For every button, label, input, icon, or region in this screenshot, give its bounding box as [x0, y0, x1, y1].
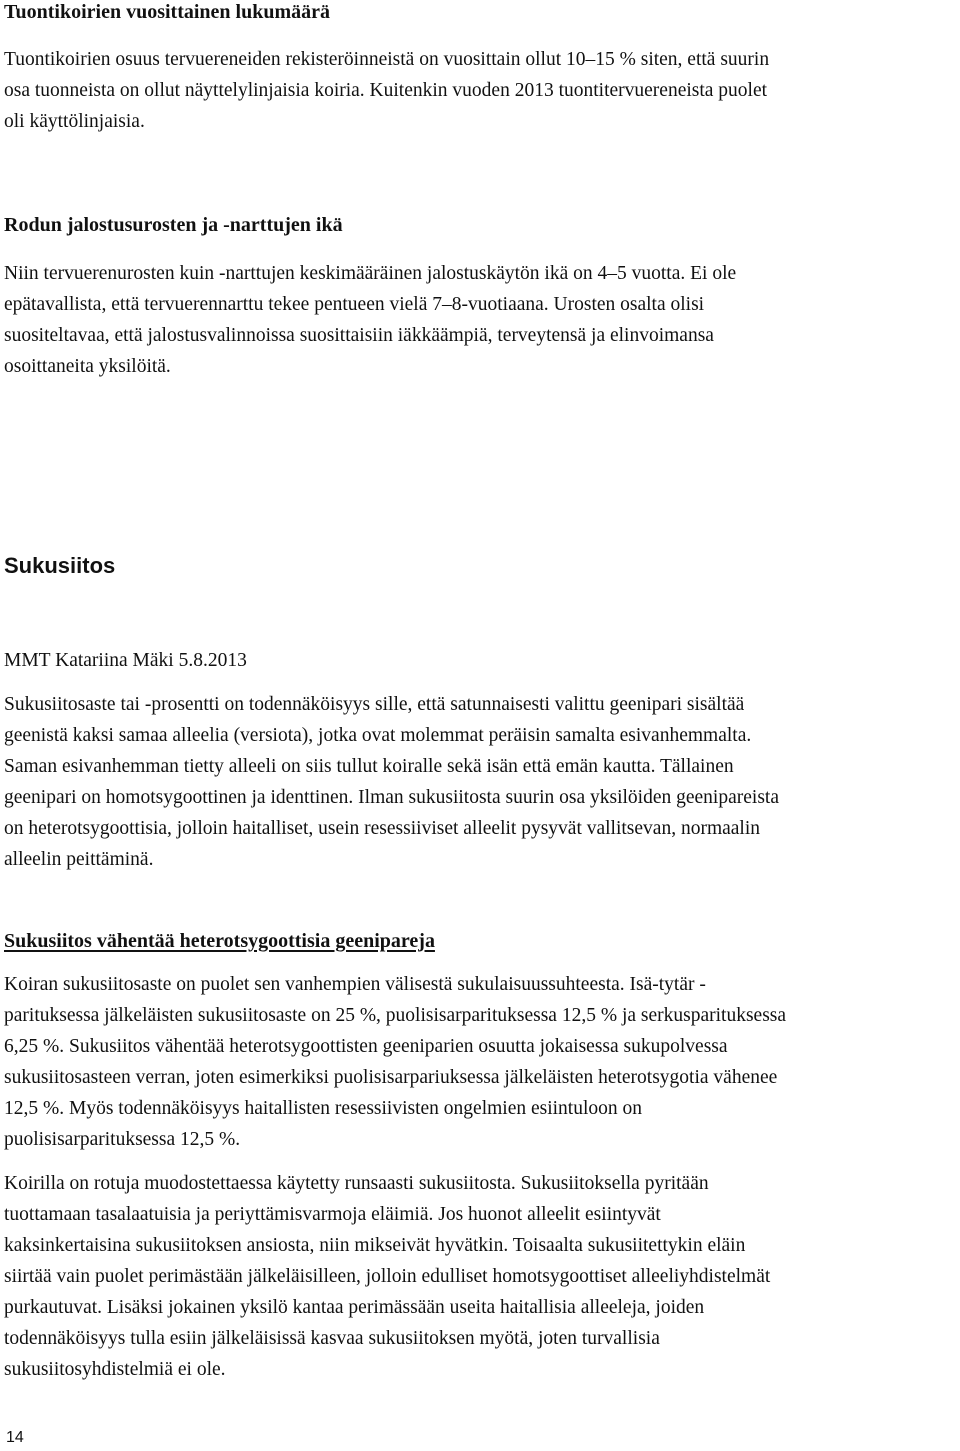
text-line: oli käyttölinjaisia. — [4, 111, 145, 132]
text-line: purkautuvat. Lisäksi jokainen yksilö kantaa perimässään useita haitallisia alleeleja, joiden — [4, 1297, 705, 1318]
section-heading-breeding-age: Rodun jalostusurosten ja -narttujen ikä — [4, 214, 343, 236]
section-heading-import-dogs: Tuontikoirien vuosittainen lukumäärä — [4, 1, 331, 23]
source-line — [4, 645, 960, 676]
text-line: Koirilla on rotuja muodostettaessa käytetty runsaasti sukusiitosta. Sukusiitoksella pyritään — [4, 1173, 709, 1194]
paragraph-heterozygosity-2 — [4, 1168, 960, 1385]
text-line: Niin tervuerenurosten kuin -narttujen keskimääräinen jalostuskäytön ikä on 4–5 vuotta. Ei ole — [4, 263, 737, 284]
text-line: on heterotsygoottisia, jolloin haitalliset, usein resessiiviset alleelit pysyvät vallitsevan, normaalin — [4, 818, 761, 839]
text-line: sukusiitosyhdistelmiä ei ole. — [4, 1359, 226, 1380]
paragraph-heterozygosity-1 — [4, 969, 960, 1155]
text-line: parituksessa jälkeläisten sukusiitosaste on 25 %, puolisisarparituksessa 12,5 % ja serkusparituksessa — [4, 1005, 787, 1026]
text-line: puolisisarparituksessa 12,5 %. — [4, 1129, 241, 1150]
source-text: MMT Katariina Mäki 5.8.2013 — [4, 650, 247, 671]
text-line: Tuontikoirien osuus tervuereneiden rekisteröinneistä on vuosittain ollut 10–15 % siten, että suurin — [4, 49, 770, 70]
text-line: sukusiitosasteen verran, joten esimerkiksi puolisisarpariuksessa jälkeläisten heterotsygotia vähenee — [4, 1067, 778, 1088]
text-line: osa tuonneista on ollut näyttelylinjaisia koiria. Kuitenkin vuoden 2013 tuontitervuereneista puolet — [4, 80, 768, 101]
paragraph-breeding-age — [4, 258, 960, 382]
section-heading-heterozygosity: Sukusiitos vähentää heterotsygoottisia geenipareja — [4, 930, 435, 952]
text-line: suositeltavaa, että jalostusvalinnoissa suosittaisiin iäkkäämpiä, terveytensä ja elinvoimansa — [4, 325, 714, 346]
text-line: Saman esivanhemman tietty alleeli on siis tullut koiralle sekä isän että emän kautta. Tällainen — [4, 756, 734, 777]
text-line: epätavallista, että tervuerennarttu tekee pentueen vielä 7–8-vuotiaana. Urosten osalta olisi — [4, 294, 705, 315]
text-line: alleelin peittäminä. — [4, 849, 154, 870]
text-line: Koiran sukusiitosaste on puolet sen vanhempien välisestä sukulaisuussuhteesta. Isä-tytär - — [4, 974, 706, 995]
text-line: 12,5 %. Myös todennäköisyys haitallisten resessiivisten ongelmien esiintuloon on — [4, 1098, 643, 1119]
text-line: 6,25 %. Sukusiitos vähentää heterotsygoottisten geeniparien osuutta jokaisessa sukupolvessa — [4, 1036, 728, 1057]
text-line: tuottamaan tasalaatuisia ja periyttämisvarmoja eläimiä. Jos huonot alleelit esiintyvät — [4, 1204, 661, 1225]
text-line: osoittaneita yksilöitä. — [4, 356, 171, 377]
text-line: todennäköisyys tulla esiin jälkeläisissä kasvaa sukusiitoksen myötä, joten turvallisia — [4, 1328, 660, 1349]
paragraph-inbreeding-definition — [4, 689, 960, 875]
text-line: geenipari on homotsygoottinen ja identtinen. Ilman sukusiitosta suurin osa yksilöiden geenipareista — [4, 787, 779, 808]
text-line: siirtää vain puolet perimästään jälkeläisilleen, jolloin edulliset homotsygoottiset alleeliyhdistelmät — [4, 1266, 771, 1287]
page-number: 14 — [6, 1429, 24, 1446]
section-heading-inbreeding: Sukusiitos — [4, 553, 116, 578]
text-line: geenistä kaksi samaa alleelia (versiota), jotka ovat molemmat peräisin samalta esivanhemmalta. — [4, 725, 752, 746]
text-line: Sukusiitosaste tai -prosentti on todennäköisyys sille, että satunnaisesti valittu geenipari sisältää — [4, 694, 745, 715]
paragraph-import-dogs — [4, 44, 960, 137]
text-line: kaksinkertaisina sukusiitoksen ansiosta, niin mikseivät hyvätkin. Toisaalta sukusiitettykin eläin — [4, 1235, 746, 1256]
